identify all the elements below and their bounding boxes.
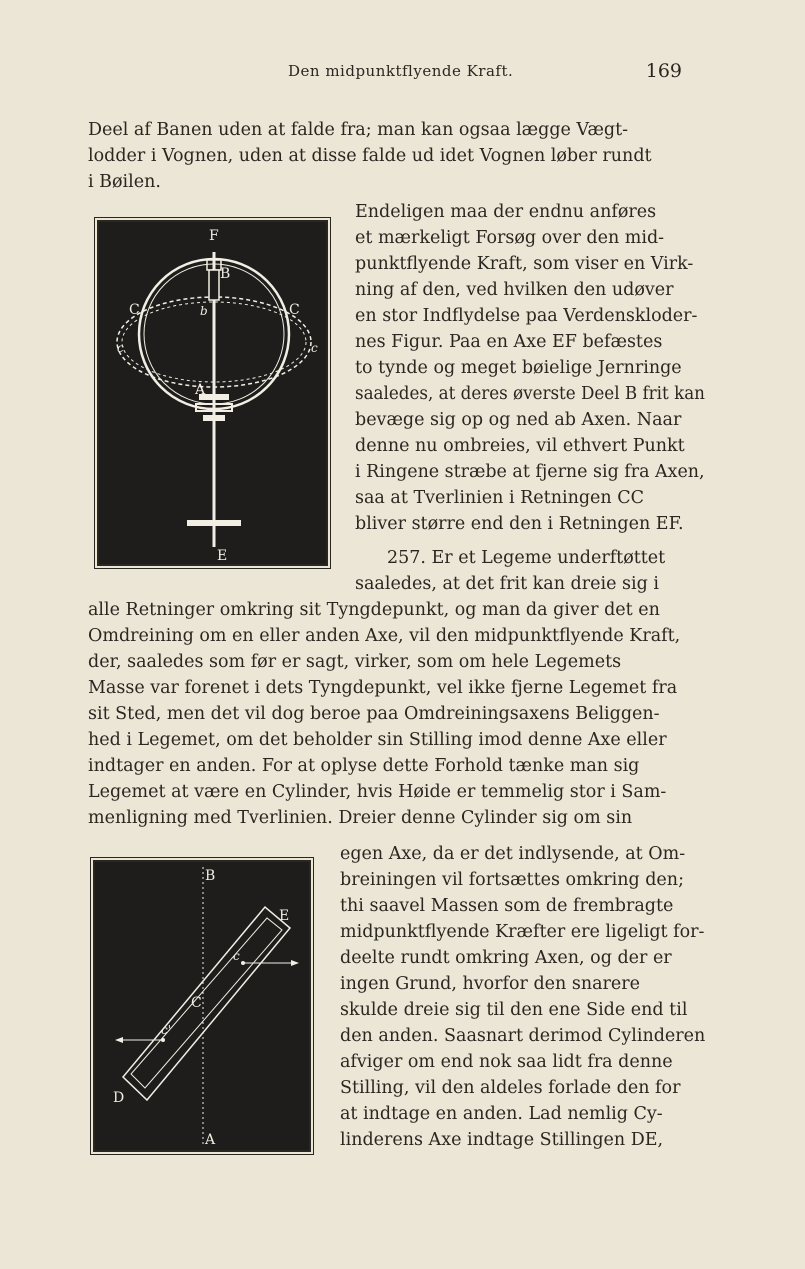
text-line: menligning med Tverlinien. Dreier denne Cylinder sig om sin (88, 808, 633, 828)
label-A: A (205, 1132, 216, 1148)
text-line: Stilling, vil den aldeles forlade den for (340, 1078, 681, 1098)
label-F: F (209, 228, 219, 244)
page-header (88, 60, 708, 86)
text-line: ning af den, ved hvilken den udøver (355, 280, 674, 300)
label-C-left: C (129, 302, 140, 318)
text-line: at indtage en anden. Lad nemlig Cy- (340, 1104, 663, 1124)
text-line: linderens Axe indtage Stillingen DE, (340, 1130, 664, 1150)
figure-cylinder-drawing (95, 862, 309, 1150)
label-E: E (279, 908, 290, 924)
text-line: saa at Tverlinien i Retningen CC (355, 488, 645, 508)
figure-rotating-rings-drawing (99, 222, 326, 564)
text-line: sit Sted, men det vil dog beroe paa Omdreiningsaxens Beliggen- (88, 704, 660, 724)
text-line: der, saaledes som før er sagt, virker, som om hele Legemets (88, 652, 622, 672)
label-A: A (195, 382, 206, 398)
text-line: bliver større end den i Retningen EF. (355, 514, 684, 534)
text-line: indtager en anden. For at oplyse dette Forhold tænke man sig (88, 756, 640, 776)
text-line: i Bøilen. (88, 172, 161, 192)
label-C: C (191, 995, 202, 1011)
label-C-right: C (289, 302, 300, 318)
text-line: saaledes, at deres øverste Deel B frit kan (355, 384, 705, 404)
text-line: skulde dreie sig til den ene Side end til (340, 1000, 688, 1020)
text-line: breiningen vil fortsættes omkring den; (340, 870, 684, 890)
label-B: B (220, 266, 231, 282)
text-line: Deel af Banen uden at falde fra; man kan ogsaa lægge Vægt- (88, 120, 629, 140)
text-line: Legemet at være en Cylinder, hvis Høide er temmelig stor i Sam- (88, 782, 667, 802)
text-line: punktflyende Kraft, som viser en Virk- (355, 254, 694, 274)
text-line: den anden. Saasnart derimod Cylinderen (340, 1026, 706, 1046)
figure-rotating-rings (97, 220, 328, 566)
text-line: thi saavel Massen som de frembragte (340, 896, 674, 916)
label-b: b (200, 304, 208, 318)
figure-cylinder (93, 860, 311, 1152)
text-line: i Ringene stræbe at fjerne sig fra Axen, (355, 462, 705, 482)
label-B: B (205, 868, 216, 884)
label-c-right: c (311, 341, 318, 355)
text-line: hed i Legemet, om det beholder sin Stilling imod denne Axe eller (88, 730, 667, 750)
text-line: Endeligen maa der endnu anføres (355, 202, 657, 222)
text-line: denne nu ombreies, vil ethvert Punkt (355, 436, 685, 456)
text-line: to tynde og meget bøielige Jernringe (355, 358, 682, 378)
text-line: ingen Grund, hvorfor den snarere (340, 974, 640, 994)
label-c: c (233, 949, 240, 963)
text-line: et mærkeligt Forsøg over den mid- (355, 228, 665, 248)
text-line: alle Retninger omkring sit Tyngdepunkt, og man da giver det en (88, 600, 660, 620)
section-start-line: 257. Er et Legeme underftøttet (387, 548, 666, 568)
label-E: E (217, 548, 228, 564)
text-line: Omdreining om en eller anden Axe, vil den midpunktflyende Kraft, (88, 626, 681, 646)
text-line: deelte rundt omkring Axen, og der er (340, 948, 672, 968)
page-number: 169 (645, 60, 682, 82)
text-line: afviger om end nok saa lidt fra denne (340, 1052, 673, 1072)
text-line: nes Figur. Paa en Axe EF befæstes (355, 332, 663, 352)
text-line: lodder i Vognen, uden at disse falde ud idet Vognen løber rundt (88, 146, 652, 166)
text-line: Masse var forenet i dets Tyngdepunkt, vel ikke fjerne Legemet fra (88, 678, 678, 698)
label-c-left: c (117, 341, 124, 355)
text-line: bevæge sig op og ned ab Axen. Naar (355, 410, 682, 430)
label-c-prime: c' (161, 1023, 172, 1037)
running-title: Den midpunktflyende Kraft. (288, 62, 514, 80)
text-line: egen Axe, da er det indlysende, at Om- (340, 844, 686, 864)
label-D: D (113, 1090, 125, 1106)
text-line: saaledes, at det frit kan dreie sig i (355, 574, 659, 594)
text-line: en stor Indflydelse paa Verdenskloder- (355, 306, 698, 326)
text-line: midpunktflyende Kræfter ere ligeligt for- (340, 922, 705, 942)
